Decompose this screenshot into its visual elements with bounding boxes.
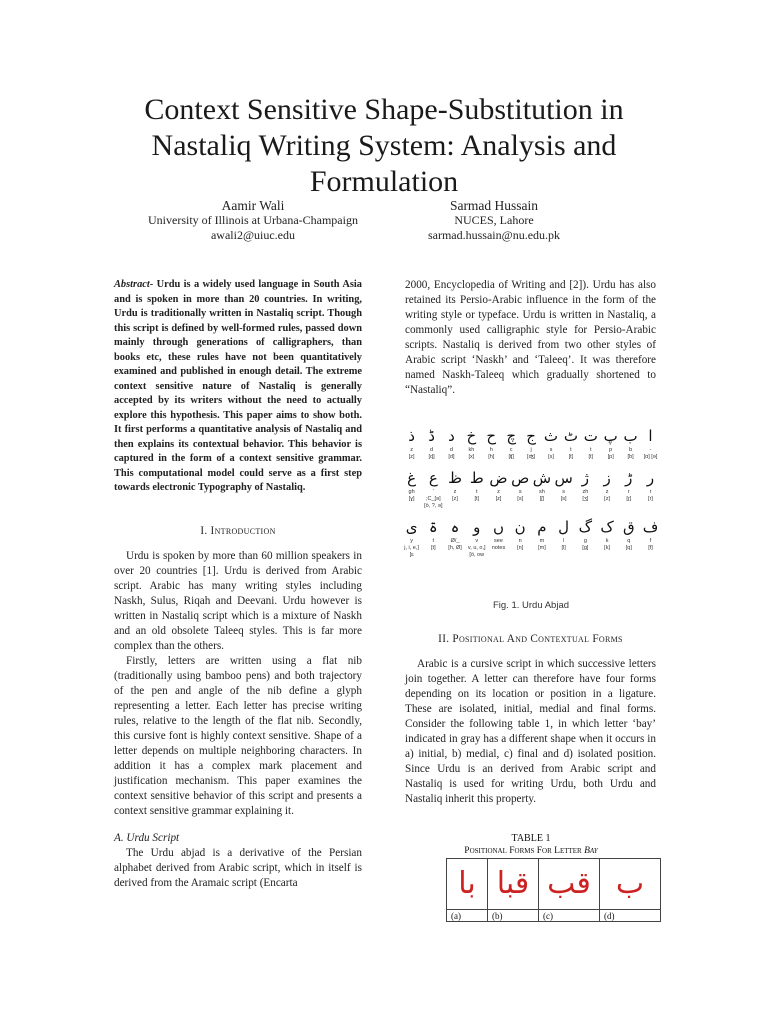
abjad-ipa: [r] — [648, 496, 653, 502]
abjad-translit: kh — [468, 447, 475, 453]
abjad-ipa: [x] — [468, 454, 475, 460]
abjad-ipa: [ʧ] — [508, 454, 514, 460]
abjad-translit: k — [605, 538, 609, 544]
abjad-cell — [442, 425, 461, 461]
right-column-intro-continued — [405, 278, 656, 398]
abjad-letter: ج — [526, 427, 536, 445]
abjad-ipa: [ɽ] — [626, 496, 632, 502]
author-affiliation: NUCES, Lahore — [454, 213, 534, 227]
abjad-ipa: [g] — [582, 545, 589, 551]
abjad-ipa: [t] — [431, 545, 436, 551]
abjad-translit: z — [410, 447, 413, 453]
table-1-subtitle-text: Positional Forms For Letter — [464, 846, 582, 856]
figure-1-caption: Fig. 1. Urdu Abjad — [492, 600, 570, 611]
abjad-letter: ق — [622, 518, 635, 536]
abjad-cell — [422, 425, 441, 461]
abjad-ipa: [z] — [408, 454, 415, 460]
abjad-cell — [532, 516, 551, 559]
abjad-cell — [446, 467, 465, 510]
abjad-translit: t — [590, 447, 592, 453]
form-cell-b: قبا — [488, 859, 539, 910]
abjad-letter: ح — [486, 427, 497, 445]
table-row — [447, 910, 661, 922]
abjad-ipa: [t] — [588, 454, 594, 460]
abjad-translit: f — [649, 538, 652, 544]
urdu-script-paragraph: The Urdu abjad is a derivative of the Persian alphabet derived from Arabic script, which in itself is derived from the Aramaic script (Encarta — [114, 847, 362, 889]
abjad-letter: ک — [600, 518, 614, 536]
abjad-translit: sh — [539, 489, 545, 495]
abjad-ipa: [m] — [538, 545, 546, 551]
abjad-cell — [402, 425, 421, 461]
abjad-cell — [641, 467, 660, 510]
figure-urdu-abjad — [402, 425, 660, 559]
author-affiliation: University of Illinois at Urbana-Champaign — [148, 213, 358, 227]
abjad-letter: ڈ — [428, 427, 435, 445]
abjad-letter: ط — [469, 469, 484, 487]
label-cell-b: (b) — [488, 910, 539, 922]
label-cell-d: (d) — [600, 910, 661, 922]
abjad-cell — [561, 425, 580, 461]
abjad-cell — [619, 467, 638, 510]
table-row — [447, 859, 661, 910]
abjad-letter: ژ — [581, 469, 589, 487]
abjad-ipa: [z] — [452, 496, 458, 502]
abjad-ipa: [ʃ] — [539, 496, 545, 502]
form-cell-d: ب — [600, 859, 661, 910]
abjad-ipa: [s] — [548, 454, 554, 460]
abjad-letter: ا — [648, 427, 653, 445]
abjad-letter: ظ — [448, 469, 462, 487]
label-cell-a: (a) — [447, 910, 488, 922]
subsection-heading-urdu-script: A. Urdu Script — [114, 832, 180, 844]
abjad-translit: n — [518, 538, 522, 544]
intro-paragraph-1: Urdu is spoken by more than 60 million speakers in over 20 countries [1]. Urdu is derived from Arabic script. Arabic has many writing styles including Naskh, Sulus, Riqah and Deevani. Urdu however is written in Nastaliq script which is a mixture of Naskh and an old obsolete Taleeq styles. This is far more complex than the others. — [114, 550, 362, 652]
abjad-row-2 — [402, 467, 660, 510]
abjad-translit: gh — [408, 489, 415, 495]
abjad-cell — [489, 516, 508, 559]
author-2 — [344, 198, 644, 243]
abjad-letter: چ — [506, 427, 516, 445]
abjad-ipa: [s] — [560, 496, 567, 502]
abjad-ipa: [z] — [495, 496, 502, 502]
author-name: Aamir Wali — [221, 198, 285, 213]
abjad-translit: ’ — [432, 489, 434, 495]
abjad-letter: ل — [558, 518, 570, 536]
abjad-ipa: [q] — [625, 545, 632, 551]
abjad-translit: zh — [582, 489, 589, 495]
form-cell-a: با — [447, 859, 488, 910]
abjad-letter: ہ — [450, 518, 460, 536]
section-2 — [405, 632, 656, 807]
table-1-subtitle — [402, 845, 660, 858]
abjad-cell — [424, 516, 443, 559]
abjad-cell — [576, 516, 595, 559]
abjad-cell — [554, 516, 573, 559]
abjad-ipa: [z] — [604, 496, 610, 502]
abjad-translit: - — [649, 447, 652, 453]
abjad-letter: غ — [407, 469, 417, 487]
table-1-positional-forms — [446, 858, 661, 922]
abjad-translit: j — [530, 447, 532, 453]
table-1-caption — [402, 832, 660, 858]
abjad-letter: ں — [492, 518, 504, 536]
abjad-ipa: [k] — [604, 545, 610, 551]
abjad-ipa: [j, i, e, ɛ] — [404, 545, 419, 558]
abjad-letter: ٹ — [563, 427, 578, 445]
abjad-translit: g — [583, 538, 587, 544]
abjad-cell — [601, 425, 620, 461]
table-1-label: TABLE 1 — [511, 833, 551, 844]
abjad-row-1 — [402, 425, 660, 461]
abjad-translit: p — [609, 447, 613, 453]
abjad-translit: m — [539, 538, 545, 544]
abjad-translit: z — [605, 489, 609, 495]
abjad-cell — [511, 516, 530, 559]
abjad-letter: ن — [514, 518, 526, 536]
abjad-letter: ع — [428, 469, 438, 487]
abjad-cell — [522, 425, 541, 461]
abjad-ipa: [b] — [627, 454, 634, 460]
abjad-ipa: see notes — [491, 538, 506, 551]
abjad-ipa: [h, Ø] — [448, 545, 462, 551]
abjad-translit: y — [410, 538, 413, 544]
abjad-ipa: [f] — [648, 545, 653, 551]
abjad-cell — [598, 467, 617, 510]
abjad-ipa: [p] — [607, 454, 614, 460]
abjad-cell — [424, 467, 443, 510]
abjad-cell — [554, 467, 573, 510]
abjad-translit: t — [432, 538, 435, 544]
abjad-letter: گ — [578, 518, 593, 536]
abjad-cell — [641, 516, 660, 559]
author-email[interactable]: sarmad.hussain@nu.edu.pk — [427, 228, 561, 242]
abjad-ipa: [ʤ] — [527, 454, 536, 460]
abjad-ipa: [s] — [517, 496, 524, 502]
abjad-translit: s — [562, 489, 565, 495]
abjad-letter: ذ — [408, 427, 415, 445]
abjad-letter: ت — [583, 427, 598, 445]
abjad-letter: ف — [642, 518, 659, 536]
paper-title: Context Sensitive Shape-Substitution in Nastaliq Writing System: Analysis and Formulation — [144, 93, 624, 198]
abjad-ipa: C_[ə]; — [425, 496, 441, 502]
abjad-cell — [402, 516, 421, 559]
abjad-ipa: [ɖ] — [428, 454, 435, 460]
label-cell-c: (c) — [539, 910, 600, 922]
abjad-ipa: [l] — [561, 545, 566, 551]
abjad-translit: _/Ø — [450, 538, 460, 544]
abjad-ipa: [d] — [448, 454, 455, 460]
abjad-cell — [598, 516, 617, 559]
abjad-ipa: [n] — [517, 545, 524, 551]
abjad-letter: ڑ — [625, 469, 633, 487]
abjad-translit: s — [518, 489, 522, 495]
abjad-translit: v — [475, 538, 479, 544]
abjad-ipa: [ʒ] — [582, 496, 589, 502]
abjad-translit: q — [627, 538, 631, 544]
abstract — [114, 278, 362, 496]
abjad-letter: د — [448, 427, 455, 445]
abjad-cell — [502, 425, 521, 461]
abjad-letter: م — [537, 518, 547, 536]
abjad-ipa: [v, u, o, ö, ow] — [467, 545, 486, 558]
abjad-ipa-extra: [ö, ?, ə] — [424, 503, 443, 509]
abjad-cell — [446, 516, 465, 559]
section-heading-positional-forms: II. Positional And Contextual Forms — [438, 633, 623, 645]
abjad-letter: خ — [466, 427, 477, 445]
abstract-text: Urdu is a widely used language in South Asia and is spoken in more than 20 countries. In writing, Urdu is traditionally written in Nastaliq script. Though this script is defined by well-formed rules, passed down mainly through generations of calligraphers, than books etc, these rules have not been quantitatively examined and published in enough detail. The extreme context sensitive nature of Nastaliq is generally accepted by its writers without the need to actually explore this hypothesis. This paper aims to show both. It first performs a quantitative analysis of Nastaliq and then explains its contextual behavior. This behavior is captured in the form of a context sensitive grammar. This computational model could serve as a first step towards electronic Typography of Nastaliq. — [114, 279, 362, 493]
abjad-letter: ر — [646, 469, 655, 487]
abjad-cell — [641, 425, 660, 461]
abjad-translit: t — [570, 447, 572, 453]
section-heading-introduction: I. Introduction — [200, 525, 276, 537]
abjad-letter: ص — [511, 469, 530, 487]
abjad-cell — [576, 467, 595, 510]
abjad-letter: ۃ — [428, 518, 438, 536]
abjad-cell — [619, 516, 638, 559]
abjad-translit: r — [627, 489, 630, 495]
abjad-ipa: [t] — [474, 496, 480, 502]
abjad-translit: c — [509, 447, 513, 453]
abjad-row-3 — [402, 516, 660, 559]
abjad-cell — [482, 425, 501, 461]
author-email[interactable]: awali2@uiuc.edu — [210, 228, 296, 242]
abjad-letter: و — [473, 518, 481, 536]
abjad-cell — [511, 467, 530, 510]
abjad-cell — [621, 425, 640, 461]
abjad-ipa: [ə] [ɑ] — [643, 454, 658, 460]
abjad-letter: ض — [489, 469, 508, 487]
abjad-letter: ی — [405, 518, 418, 536]
form-cell-c: قب — [539, 859, 600, 910]
abjad-cell — [489, 467, 508, 510]
abstract-label: Abstract- — [114, 279, 154, 290]
abjad-cell — [467, 516, 486, 559]
section-2-paragraph-1: Arabic is a cursive script in which successive letters join together. A letter can therefore have four forms depending on its location or position in a ligature. These are isolated, initial, medial and final forms. Consider the following table 1, in which letter ‘bay’ indicated in gray has a different shape when it occurs in a) initial, b) medial, c) final and d) isolated position. Since Urdu is an derived from Arabic script and Nastaliq is used for writing Urdu, both Urdu and Nastaliq inherit this property. — [405, 658, 656, 805]
introduction-section — [114, 524, 362, 891]
abjad-letter: س — [554, 469, 573, 487]
abjad-cell — [402, 467, 421, 510]
abjad-letter: ز — [603, 469, 611, 487]
abjad-translit: t — [475, 489, 478, 495]
abjad-cell — [532, 467, 551, 510]
abjad-translit: s — [549, 447, 553, 453]
abjad-translit: l — [563, 538, 565, 544]
abjad-ipa: [ɣ] — [408, 496, 415, 502]
intro-paragraph-2: Firstly, letters are written using a flat nib (traditionally using bamboo pens) and both trajectory of the pen and angle of the nib define a glyph representing a letter. Each letter has precise writing rules, relative to the length of the flat nib. Secondly, this cursive font is highly context sensitive. Shape of a letter depends on multiple neighboring characters. In addition it has a complex mark placement and justification mechanism. This paper examines the context sensitive behavior of this script and presents a context sensitive grammar explaining it. — [114, 655, 362, 817]
abjad-translit: z — [453, 489, 457, 495]
abjad-letter: ث — [543, 427, 559, 445]
abjad-ipa: [h] — [488, 454, 495, 460]
abjad-cell — [462, 425, 481, 461]
abjad-translit: d — [430, 447, 434, 453]
abjad-translit: d — [449, 447, 453, 453]
abjad-translit: z — [497, 489, 500, 495]
author-name: Sarmad Hussain — [449, 198, 539, 213]
abjad-cell — [541, 425, 560, 461]
abjad-letter: پ — [603, 427, 618, 445]
abjad-cell — [467, 467, 486, 510]
right-paragraph-1: 2000, Encyclopedia of Writing and [2]). Urdu has also retained its Persio-Arabic influence in the form of the writing style or typeface. Urdu is written in Nastaliq, a commonly used calligraphic style for Persio-Arabic scripts. Nastaliq is derived from two other styles of Arabic script ‘Naskh’ and ‘Taleeq’. It was therefore named Naskh-Taleeq which gradually shortened to “Nastaliq”. — [405, 279, 656, 396]
abjad-translit: r — [649, 489, 652, 495]
abjad-ipa: [t] — [568, 454, 574, 460]
abjad-cell — [581, 425, 600, 461]
abjad-translit: b — [629, 447, 633, 453]
table-1-subtitle-italic: Bay — [581, 846, 598, 856]
abjad-translit: h — [489, 447, 493, 453]
abjad-letter: ب — [623, 427, 638, 445]
abjad-letter: ش — [532, 469, 552, 487]
